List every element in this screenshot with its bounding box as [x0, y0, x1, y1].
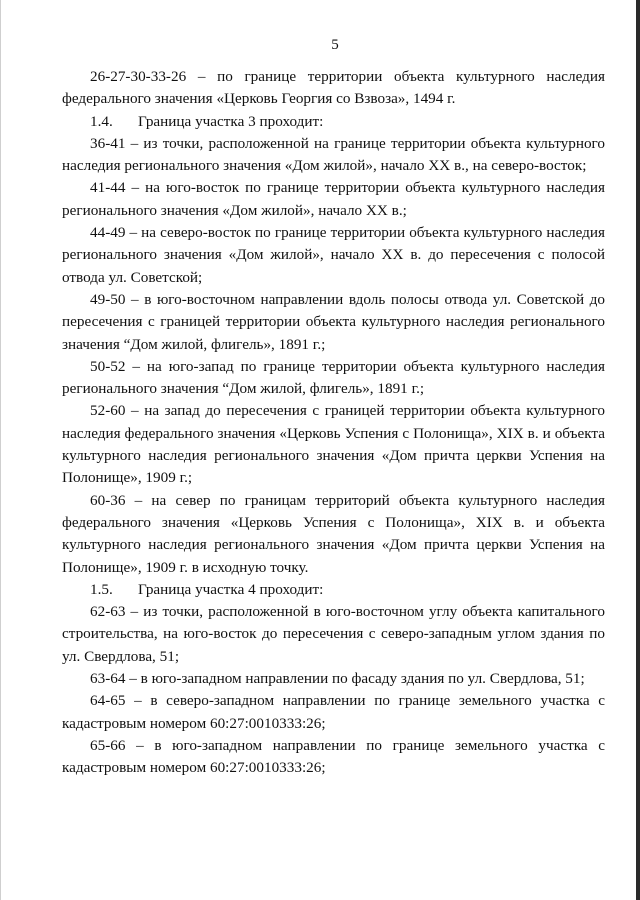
- paragraph: 52-60 – на запад до пересечения с границей территории объекта культурного наследия федерального значения «Церковь Успения с Полонища», XIX в. и объекта культурного наследия регионального значения «Дом причта церкви Успения на Полонище», 1909 г.;: [62, 402, 605, 487]
- paragraph: 49-50 – в юго-восточном направлении вдоль полосы отвода ул. Советской до пересечения с границей территории объекта культурного наследия регионального значения “Дом жилой, флигель», 1891 г.;: [62, 290, 605, 353]
- paragraph: 65-66 – в юго-западном направлении по границе земельного участка с кадастровым номером 60:27:0010333:26;: [62, 736, 605, 777]
- section-title: Граница участка 4 проходит:: [138, 580, 324, 598]
- section-number: 1.4.: [90, 112, 113, 130]
- paragraph: 63-64 – в юго-западном направлении по фасаду здания по ул. Свердлова, 51;: [90, 670, 585, 688]
- page-number: 5: [331, 37, 339, 53]
- paragraph: 60-36 – на север по границам территорий объекта культурного наследия федерального значения «Церковь Успения с Полонища», XIX в. и объекта культурного наследия регионального значения «Дом причта церкви Успения на Полонище», 1909 г. в исходную точку.: [62, 491, 605, 576]
- section-heading: [62, 111, 605, 133]
- section-title: Граница участка 3 проходит:: [138, 112, 324, 130]
- paragraph: 50-52 – на юго-запад по границе территории объекта культурного наследия регионального значения “Дом жилой, флигель», 1891 г.;: [62, 357, 605, 398]
- scan-right-edge: [636, 0, 640, 900]
- paragraph: 36-41 – из точки, расположенной на границе территории объекта культурного наследия регионального значения «Дом жилой», начало XX в., на северо-восток;: [62, 134, 605, 175]
- paragraph: 64-65 – в северо-западном направлении по границе земельного участка с кадастровым номером 60:27:0010333:26;: [62, 692, 605, 732]
- paragraph: 62-63 – из точки, расположенной в юго-восточном углу объекта капитального строительства, на юго-восток до пересечения с северо-западным углом здания по ул. Свердлова, 51;: [62, 603, 605, 665]
- paragraph: 41-44 – на юго-восток по границе территории объекта культурного наследия регионального значения «Дом жилой», начало XX в.;: [62, 179, 605, 219]
- section-number: 1.5.: [90, 580, 113, 598]
- document-body: [62, 66, 605, 780]
- paragraph: 44-49 – на северо-восток по границе территории объекта культурного наследия регионального значения «Дом жилой», начало XX в. до пересечения с полосой отвода ул. Советской;: [62, 224, 605, 286]
- section-heading: [62, 579, 605, 601]
- paragraph: 26-27-30-33-26 – по границе территории объекта культурного наследия федерального значения «Церковь Георгия со Взвоза», 1494 г.: [62, 68, 605, 108]
- scan-left-edge: [0, 0, 1, 900]
